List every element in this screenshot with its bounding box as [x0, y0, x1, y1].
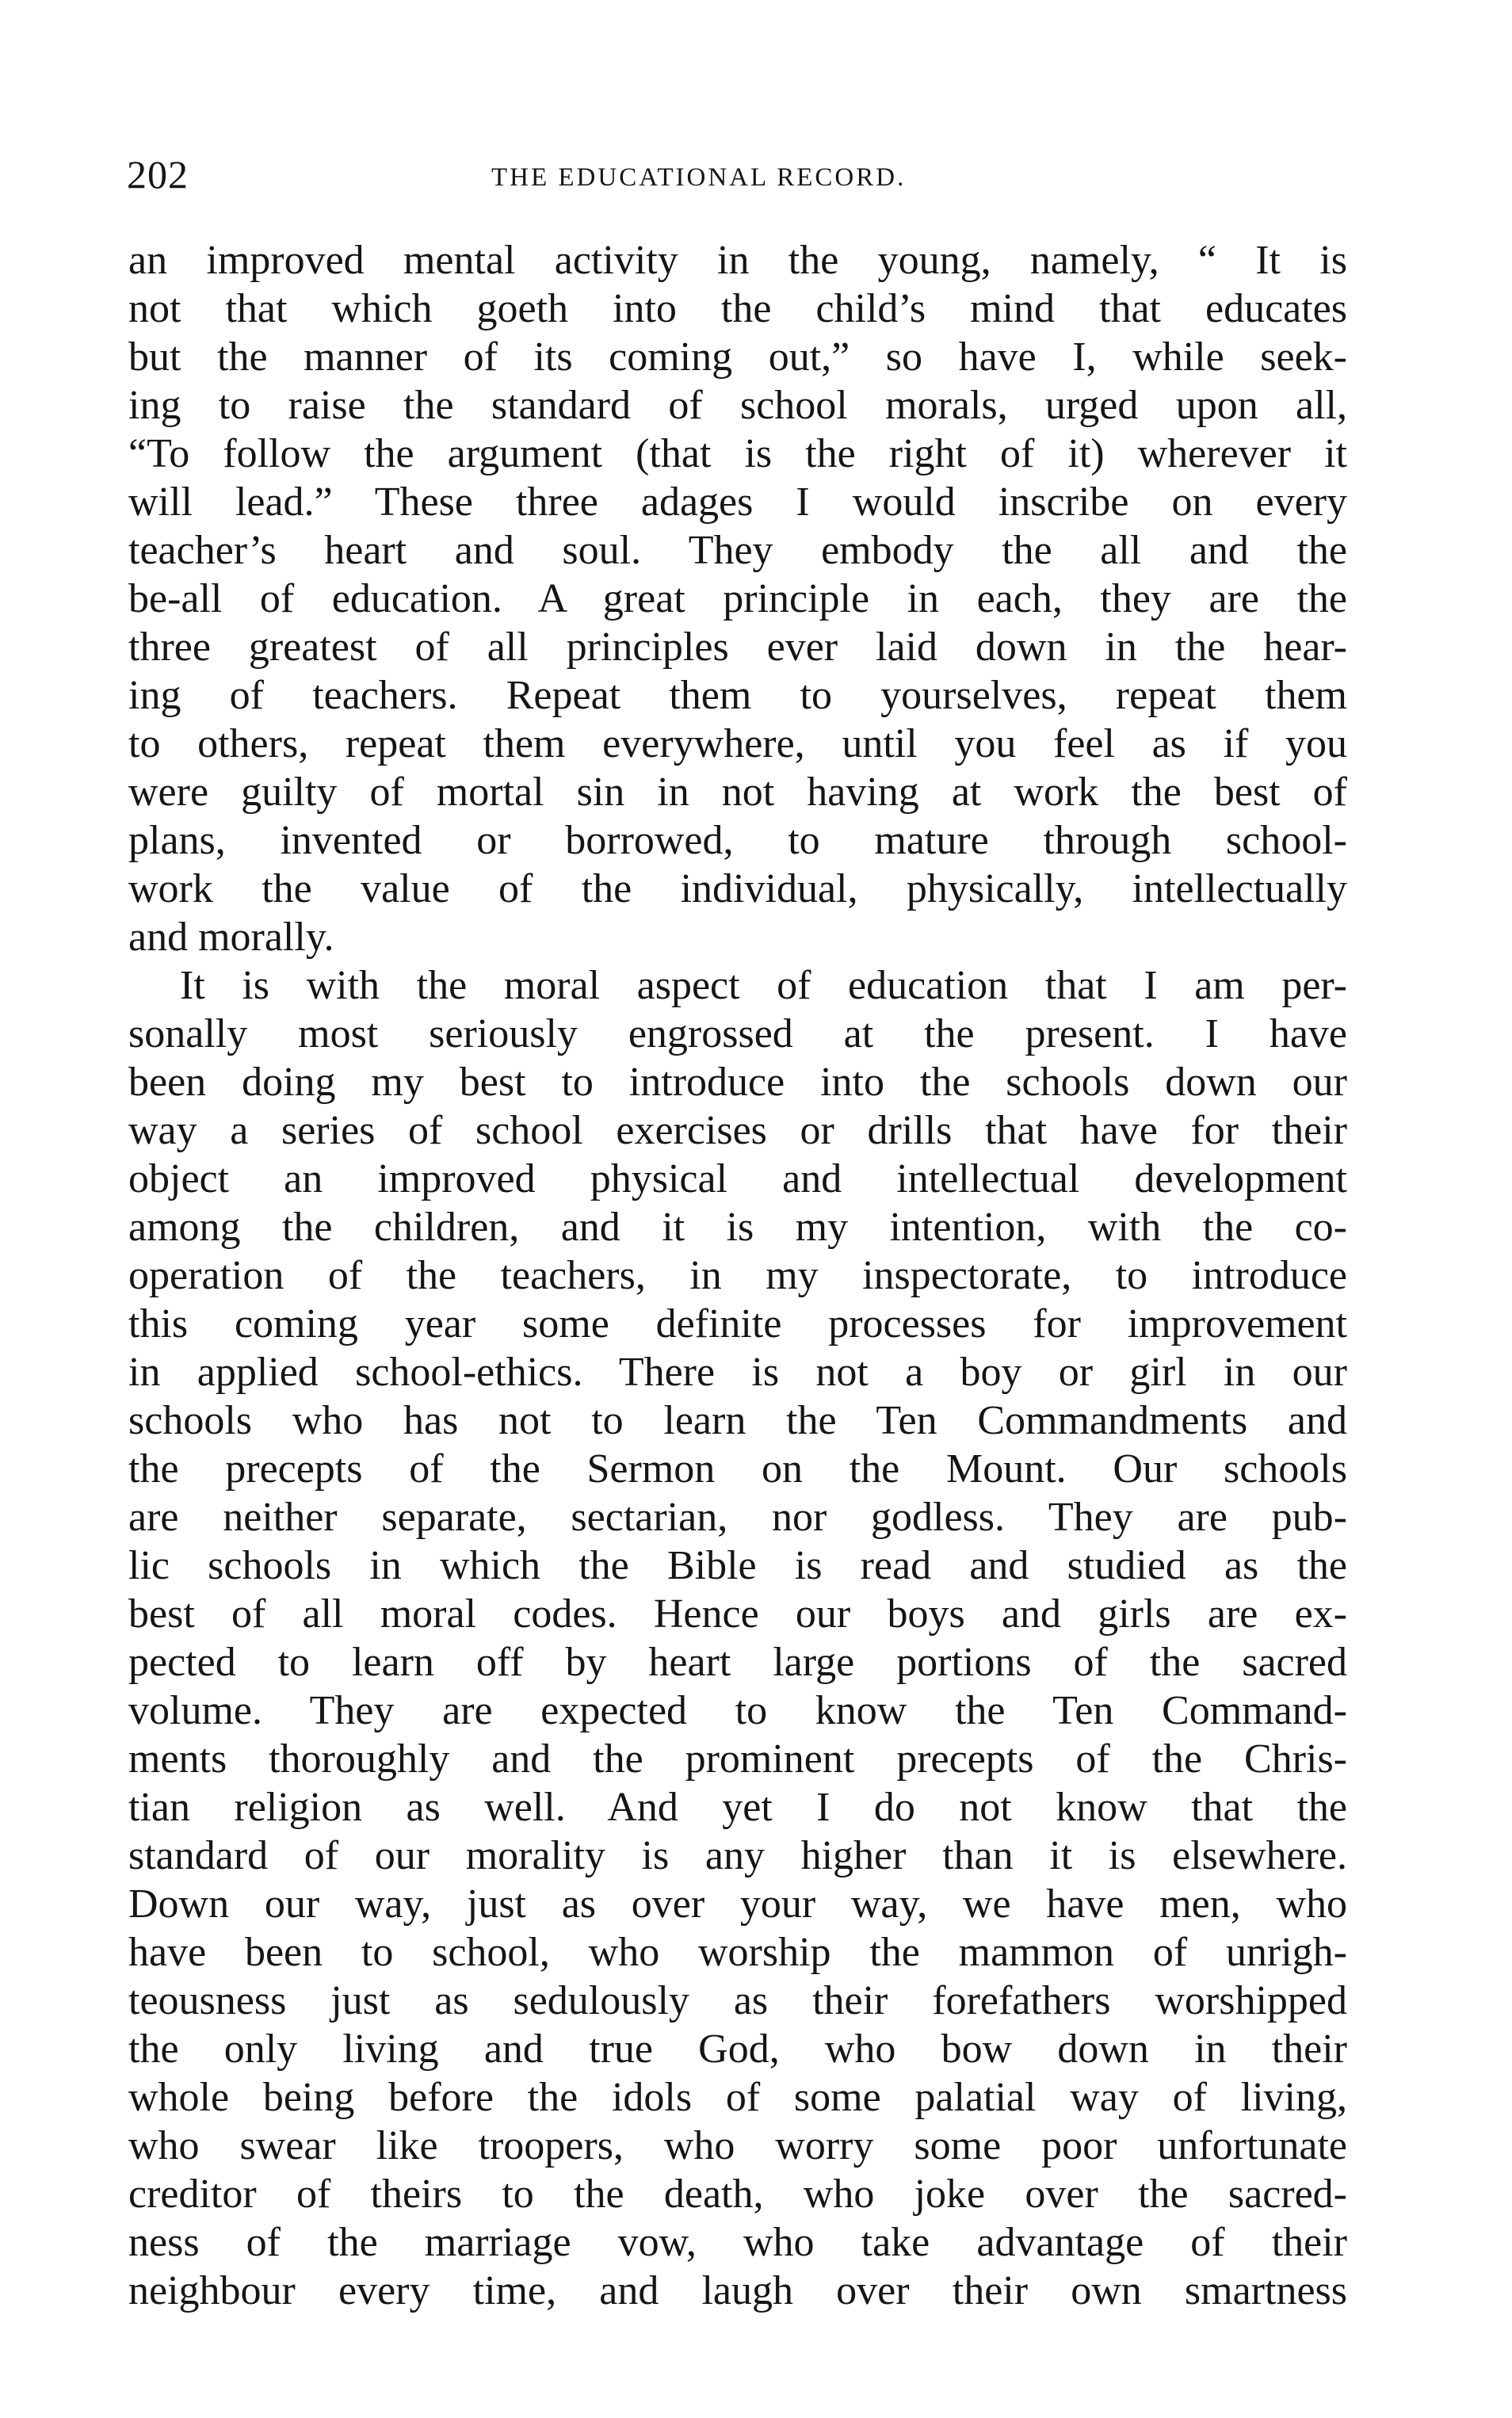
text-line: plans, invented or borrowed, to mature through school-: [128, 818, 1347, 863]
text-line: ing to raise the standard of school morals, urged upon all,: [128, 383, 1347, 428]
text-line: an improved mental activity in the young, namely, “ It is: [128, 238, 1347, 283]
text-line: standard of our morality is any higher than it is elsewhere.: [128, 1833, 1347, 1878]
text-line: the precepts of the Sermon on the Mount. Our schools: [128, 1446, 1347, 1492]
text-line: teacher’s heart and soul. They embody the all and the: [128, 528, 1347, 573]
text-line: creditor of theirs to the death, who joke over the sacred-: [128, 2172, 1347, 2217]
text-line: in applied school-ethics. There is not a boy or girl in our: [128, 1350, 1347, 1395]
text-line: have been to school, who worship the mammon of unrigh-: [128, 1930, 1347, 1975]
text-line: to others, repeat them everywhere, until you feel as if you: [128, 721, 1347, 766]
page-number: 202: [127, 152, 189, 197]
text-line: schools who has not to learn the Ten Commandments and: [128, 1398, 1347, 1443]
text-line: operation of the teachers, in my inspectorate, to introduce: [128, 1253, 1347, 1298]
text-line: ments thoroughly and the prominent precepts of the Chris-: [128, 1736, 1347, 1782]
text-line: tian religion as well. And yet I do not know that the: [128, 1785, 1347, 1830]
text-line: who swear like troopers, who worry some poor unfortunate: [128, 2123, 1347, 2168]
body-text: [128, 236, 1347, 2315]
text-line: among the children, and it is my intention, with the co-: [128, 1205, 1347, 1250]
text-line: way a series of school exercises or drills that have for their: [128, 1108, 1347, 1153]
text-line: lic schools in which the Bible is read and studied as the: [128, 1543, 1347, 1588]
text-line: pected to learn off by heart large portions of the sacred: [128, 1640, 1347, 1685]
text-line: Down our way, just as over your way, we have men, who: [128, 1881, 1347, 1927]
text-line: three greatest of all principles ever laid down in the hear-: [128, 625, 1347, 670]
text-line: “To follow the argument (that is the right of it) wherever it: [128, 431, 1347, 476]
text-line: teousness just as sedulously as their forefathers worshipped: [128, 1978, 1347, 2023]
text-line: and morally.: [128, 915, 334, 960]
text-line: will lead.” These three adages I would inscribe on every: [128, 479, 1347, 525]
text-line: the only living and true God, who bow down in their: [128, 2026, 1347, 2072]
text-line: whole being before the idols of some palatial way of living,: [128, 2075, 1347, 2120]
page-header: [127, 151, 1346, 214]
text-line: work the value of the individual, physically, intellectually: [128, 866, 1347, 911]
text-line: volume. They are expected to know the Ten Command-: [128, 1688, 1347, 1733]
text-line: sonally most seriously engrossed at the present. I have: [128, 1011, 1347, 1056]
text-line: this coming year some definite processes for improvement: [128, 1301, 1347, 1347]
text-line: It is with the moral aspect of education that I am per-: [180, 963, 1347, 1008]
text-line: not that which goeth into the child’s mind that educates: [128, 286, 1347, 331]
text-line: are neither separate, sectarian, nor godless. They are pub-: [128, 1495, 1347, 1540]
text-line: been doing my best to introduce into the schools down our: [128, 1060, 1347, 1105]
text-line: ness of the marriage vow, who take advantage of their: [128, 2220, 1347, 2265]
text-line: object an improved physical and intellectual development: [128, 1156, 1347, 1201]
text-line: neighbour every time, and laugh over their own smartness: [128, 2268, 1347, 2313]
text-line: were guilty of mortal sin in not having at work the best of: [128, 770, 1347, 815]
text-line: ing of teachers. Repeat them to yourselves, repeat them: [128, 673, 1347, 718]
text-line: but the manner of its coming out,” so have I, while seek-: [128, 334, 1347, 380]
text-line: be-all of education. A great principle in each, they are the: [128, 576, 1347, 621]
text-line: best of all moral codes. Hence our boys and girls are ex-: [128, 1591, 1347, 1637]
running-head: THE EDUCATIONAL RECORD.: [491, 163, 907, 192]
